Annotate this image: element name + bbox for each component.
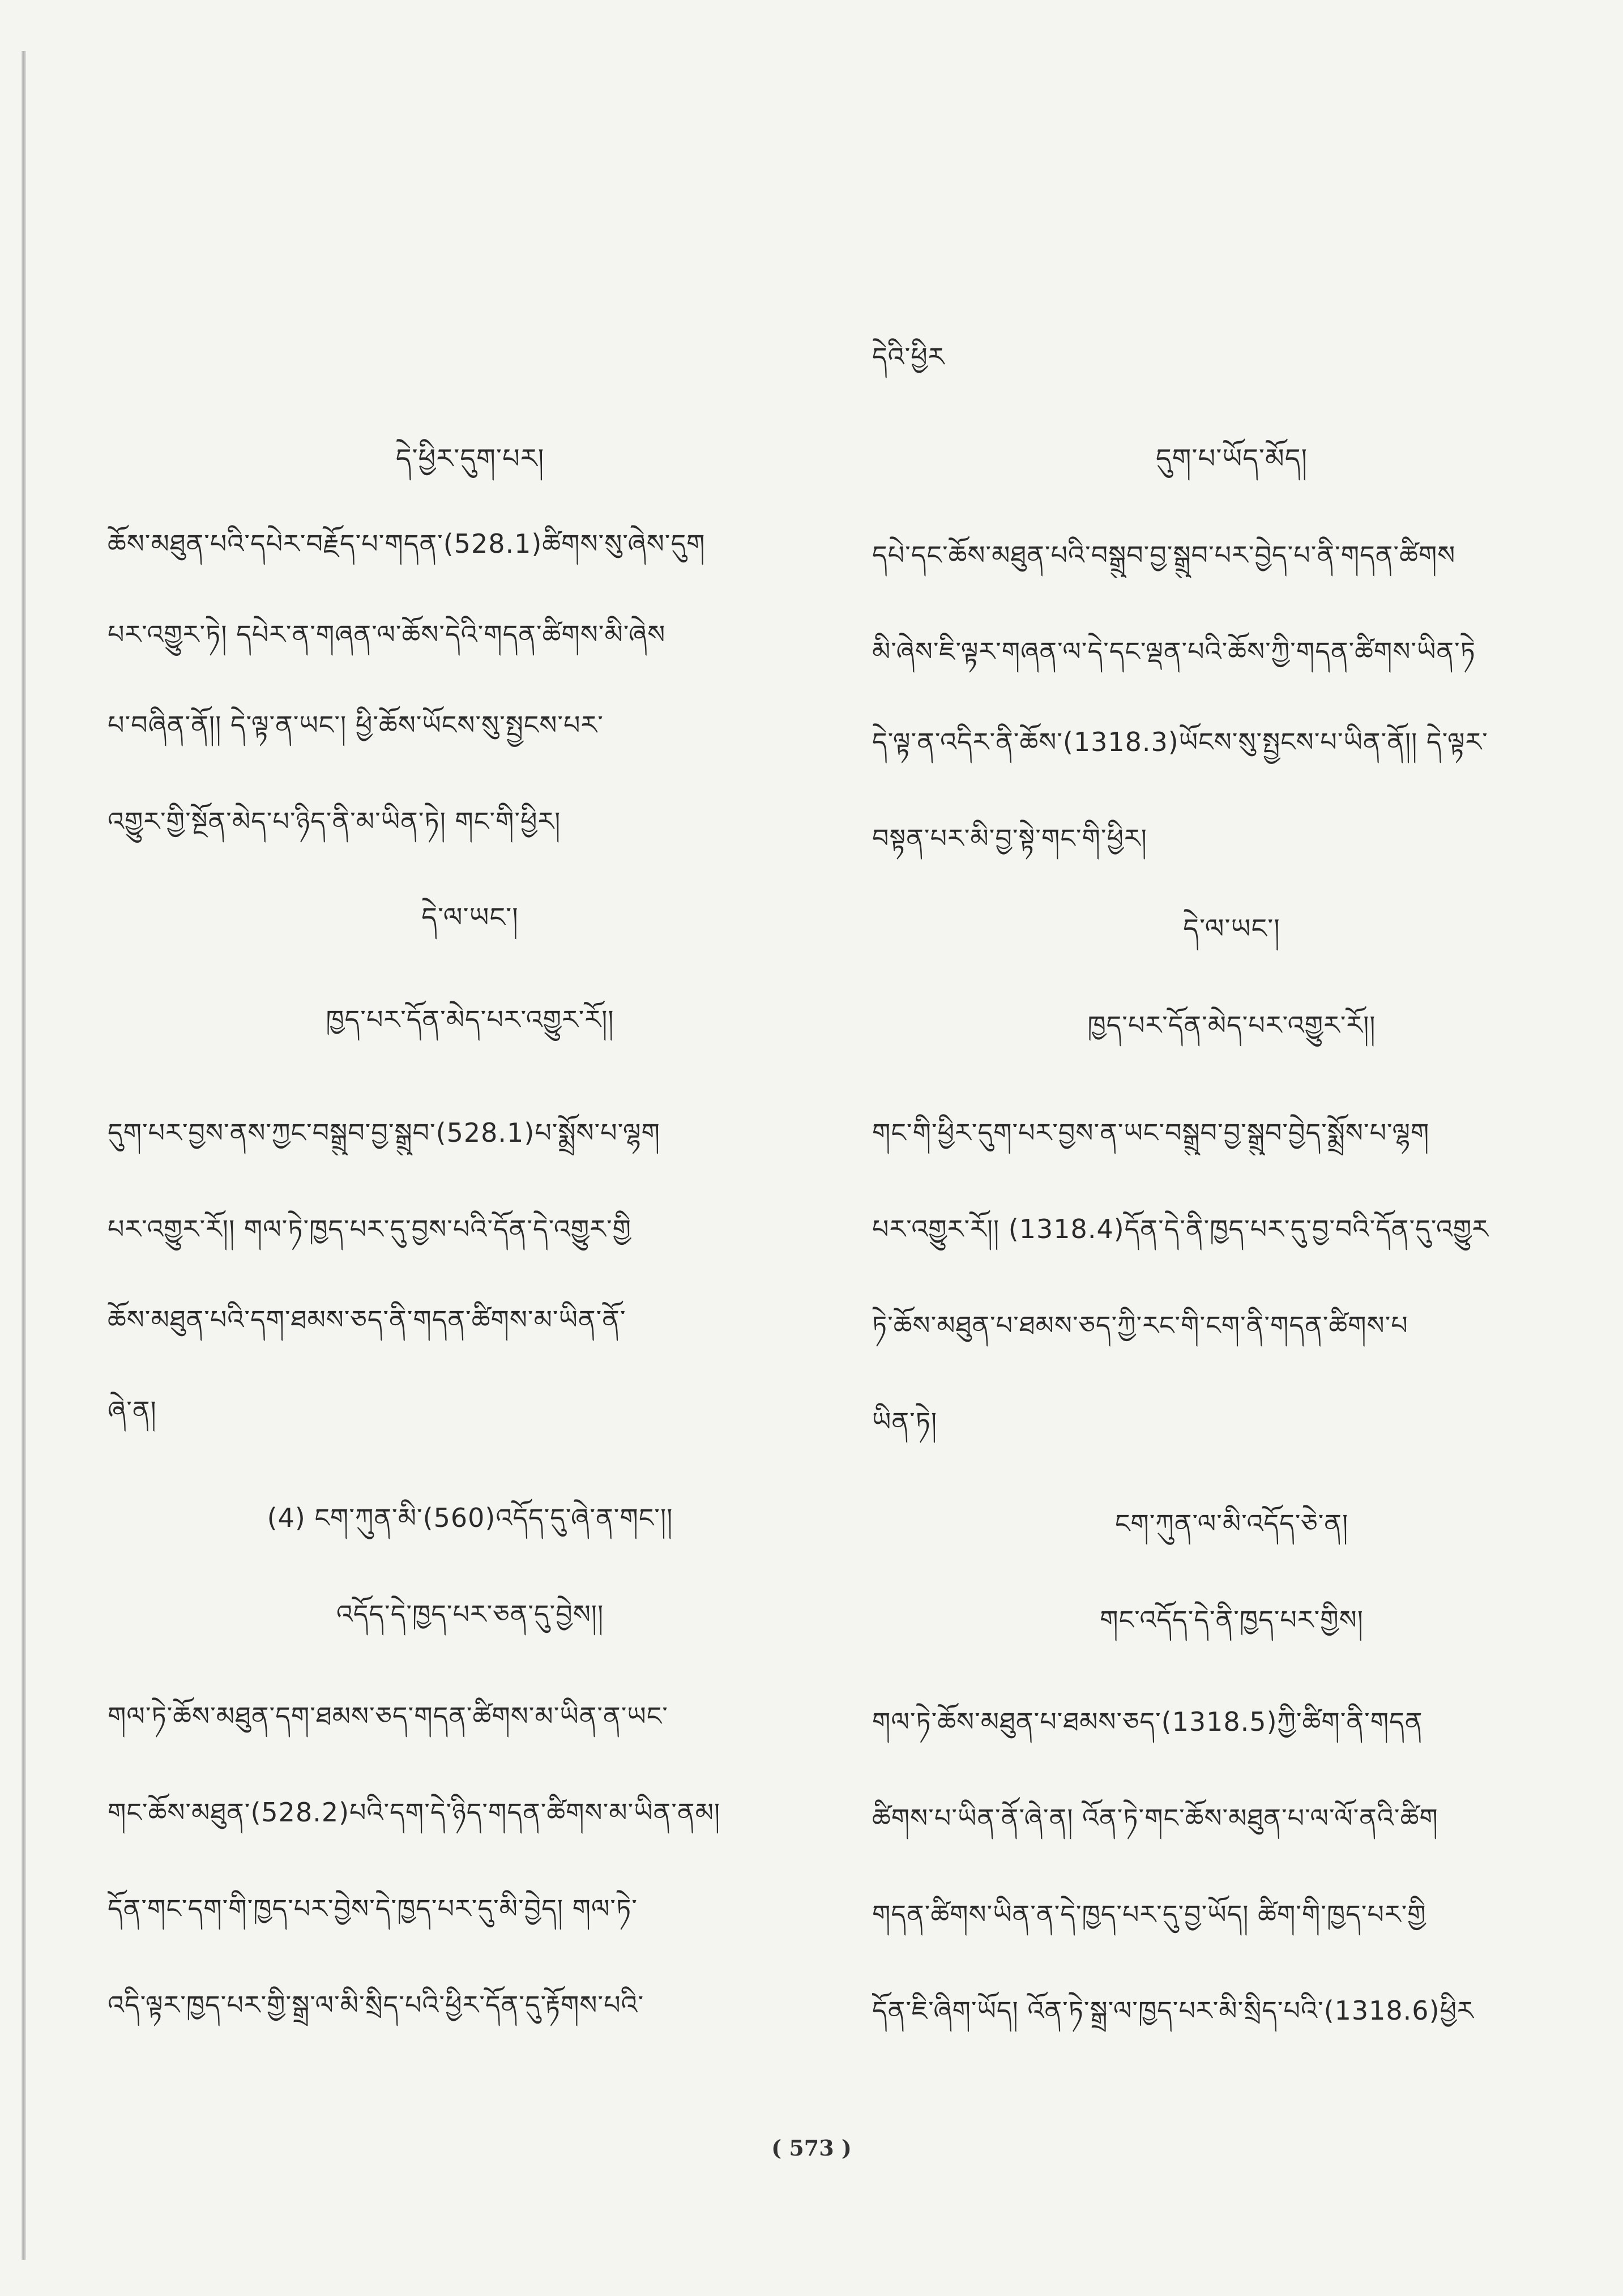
right-line: ཡིན་ཏེ། bbox=[872, 1406, 938, 1437]
left-line: པར་འགྱུར་ཏེ། དཔེར་ན་གཞན་ལ་ཆོས་དེའི་གདན་ཚིགས་མི་ཞེས bbox=[108, 619, 666, 650]
right-line: དེ་ལྟ་ན་འདིར་ནི་ཆོས་(1318.3)ཡོངས་སུ་སྤྱངས་པ་ཡིན་ནོ།། དེ་ལྟར་ bbox=[872, 727, 1488, 757]
right-line: གང་གི་ཕྱིར་དུག་པར་བྱས་ན་ཡང་བསྒྲུབ་བྱ་སྒྲུབ་བྱེད་སྨྲོས་པ་ལྷག bbox=[872, 1117, 1430, 1148]
right-line: དཔེ་དང་ཆོས་མཐུན་པའི་བསྒྲུབ་བྱ་སྒྲུབ་པར་བྱེད་པ་ནི་གདན་ཚིགས bbox=[872, 540, 1456, 570]
right-heading-de-la-yang: དེ་ལ་ཡང་། bbox=[1183, 913, 1280, 945]
left-line: དོན་གང་དག་གི་ཁྱད་པར་བྱེས་དེ་ཁྱད་པར་དུ་མི་བྱེད། གལ་ཏེ་ bbox=[108, 1893, 638, 1924]
right-verse-line: དུག་པ་ཡོད་མོད། bbox=[1155, 443, 1308, 475]
left-heading-de-la-yang: དེ་ལ་ཡང་། bbox=[421, 902, 519, 933]
page-binding-edge bbox=[22, 51, 26, 2260]
right-line: དོན་ཇི་ཞིག་ཡོད། འོན་ཏེ་སྒྲ་ལ་ཁྱད་པར་མི་སྲིད་པའི་(1318.6)ཕྱིར bbox=[872, 1995, 1474, 2026]
left-line: དུག་པར་བྱས་ནས་ཀྱང་བསྒྲུབ་བྱ་སྒྲུབ་(528.1)པ་སྨྲོས་པ་ལྷག bbox=[108, 1117, 660, 1148]
left-line: ཆོས་མཐུན་པའི་དཔེར་བརྗོད་པ་གདན་(528.1)ཚིགས་སུ་ཞེས་དུག bbox=[108, 528, 706, 559]
left-line: འདི་ལྟར་ཁྱད་པར་གྱི་སྒྲ་ལ་མི་སྲིད་པའི་ཕྱིར་དོན་དུ་རྟོགས་པའི་ bbox=[108, 1990, 644, 2020]
right-line: མི་ཞེས་ཇི་ལྟར་གཞན་ལ་དེ་དང་ལྡན་པའི་ཆོས་ཀྱི་གདན་ཚིགས་ཡིན་ཏེ bbox=[872, 636, 1476, 667]
right-verse-line: གང་འདོད་དེ་ནི་ཁྱད་པར་གྱིས། bbox=[1100, 1604, 1364, 1635]
right-line: གལ་ཏེ་ཆོས་མཐུན་པ་ཐམས་ཅད་(1318.5)ཀྱི་ཚིག་ནི་གདན bbox=[872, 1706, 1423, 1737]
right-line: ཏེ་ཆོས་མཐུན་པ་ཐམས་ཅད་ཀྱི་རང་གི་ངག་ནི་གདན་ཚིགས་པ bbox=[872, 1310, 1408, 1341]
page-number: ( 573 ) bbox=[771, 2135, 852, 2161]
left-verse-line: འདོད་དེ་ཁྱད་པར་ཅན་དུ་བྱེས།། bbox=[336, 1599, 604, 1629]
left-heading-de-phyir: དེ་ཕྱིར་དུག་པར། bbox=[395, 443, 545, 475]
right-line: གདན་ཚིགས་ཡིན་ན་དེ་ཁྱད་པར་དུ་བྱ་ཡོད། ཚིག་གི་ཁྱད་པར་གྱི bbox=[872, 1899, 1426, 1930]
left-verse-line: (4) ངག་ཀུན་མི་(560)འདོད་དུ་ཞེ་ན་གང་།། bbox=[267, 1503, 673, 1533]
left-line: ཞེ་ན། bbox=[108, 1395, 157, 1426]
right-line: བསྟན་པར་མི་བྱ་སྟེ་གང་གི་ཕྱིར། bbox=[872, 823, 1147, 853]
right-heading-dei-phyir: དེའི་ཕྱིར bbox=[872, 342, 945, 372]
right-line: ཚིགས་པ་ཡིན་ནོ་ཞེ་ན། འོན་ཏེ་གང་ཆོས་མཐུན་པ་ལ་ལོ་ནའི་ཚིག bbox=[872, 1803, 1438, 1833]
left-line: གང་ཆོས་མཐུན་(528.2)པའི་དག་དེ་ཉིད་གདན་ཚིགས་མ་ཡིན་ནམ། bbox=[108, 1797, 721, 1828]
right-verse-line: ཁྱད་པར་དོན་མེད་པར་འགྱུར་རོ།། bbox=[1087, 1010, 1376, 1040]
right-verse-line: ངག་ཀུན་ལ་མི་འདོད་ཅེ་ན། bbox=[1114, 1508, 1349, 1539]
left-verse-line: ཁྱད་པར་དོན་མེད་པར་འགྱུར་རོ།། bbox=[326, 1004, 614, 1035]
left-column bbox=[108, 0, 832, 2209]
left-line: པ་བཞིན་ནོ།། དེ་ལྟ་ན་ཡང་། ཕྱི་ཆོས་ཡོངས་སུ་སྤྱངས་པར་ bbox=[108, 710, 604, 740]
left-line: ཆོས་མཐུན་པའི་དག་ཐམས་ཅད་ནི་གདན་ཚིགས་མ་ཡིན་ནོ་ bbox=[108, 1304, 626, 1335]
right-line: པར་འགྱུར་རོ།། (1318.4)དོན་དེ་ནི་ཁྱད་པར་དུ་བྱ་བའི་དོན་དུ་འགྱུར bbox=[872, 1214, 1489, 1244]
left-line: གལ་ཏེ་ཆོས་མཐུན་དག་ཐམས་ཅད་གདན་ཚིགས་མ་ཡིན་ན་ཡང་ bbox=[108, 1701, 668, 1731]
left-line: པར་འགྱུར་རོ།། གལ་ཏེ་ཁྱད་པར་དུ་བྱས་པའི་དོན་དེ་འགྱུར་གྱི bbox=[108, 1214, 631, 1244]
left-line: འགྱུར་གྱི་སྔོན་མེད་པ་ཉིད་ནི་མ་ཡིན་ཏེ། གང་གི་ཕྱིར། bbox=[108, 806, 561, 837]
right-column bbox=[872, 0, 1591, 2209]
